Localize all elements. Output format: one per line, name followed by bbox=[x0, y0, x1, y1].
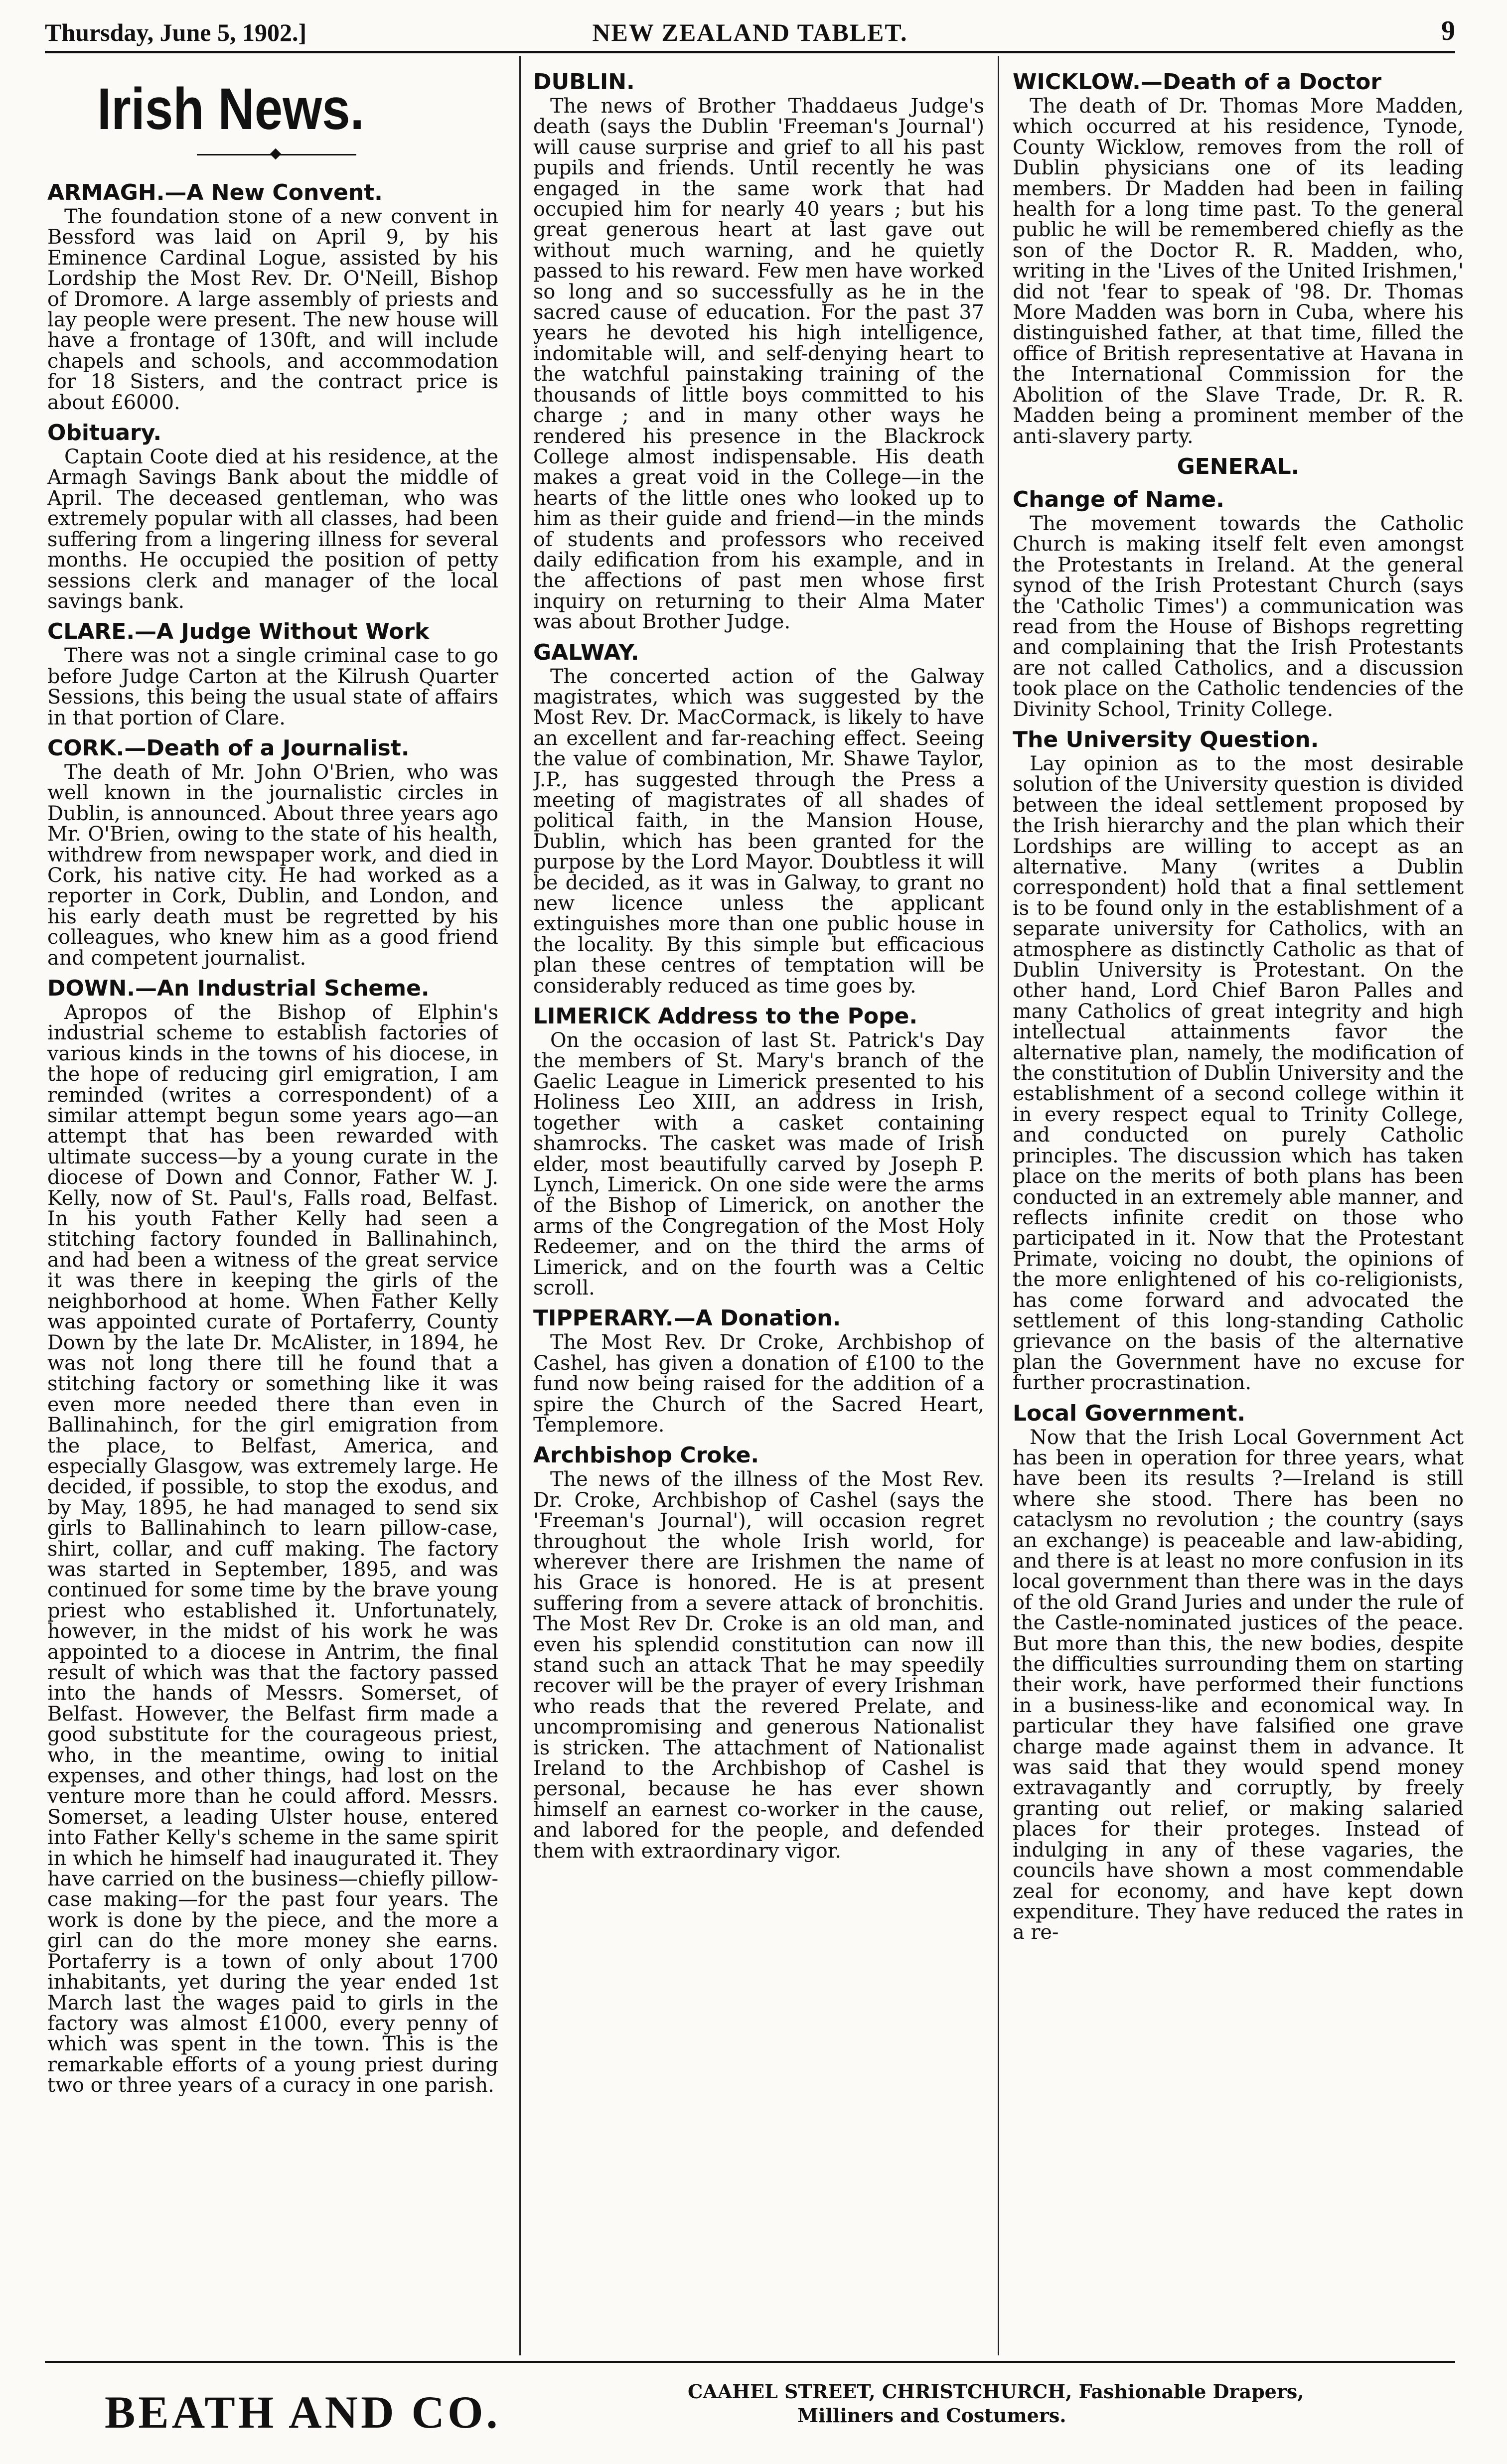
article-paragraph: Now that the Irish Local Government Act has been in operation for three years, what have been its results ?—Ireland is still where she stood. There has been no cataclysm no revolution ; the country (says an exchange) is peaceable and law-abiding, and there is at least no more confusion in its local government than there was in the days of the old Grand Juries and under the rule of the Castle-nominated justices of the peace. But more than this, the new bodies, despite the difficulties surrounding them on starting their work, have performed their functions in a business-like and economical way. In particular they have falsified one grave charge made against them in advance. It was said that they would spend money extravagantly and corruptly, by freely granting out relief, or making salaried places for their proteges. Instead of indulging in any of these vagaries, the councils have shown a most commendable zeal for economy, and have kept down expenditure. They have reduced the rates in a re- bbox=[1013, 1426, 1464, 1944]
article-armagh bbox=[47, 180, 498, 413]
advertisement-name: BEATH AND CO. bbox=[105, 2387, 501, 2438]
article-heading: GALWAY. bbox=[533, 639, 639, 665]
header-title: NEW ZEALAND TABLET. bbox=[592, 18, 908, 46]
article-paragraph: The Most Rev. Dr Croke, Archbishop of Cashel, has given a donation of £100 to the fund now being raised for the addition of a spire the Church of the Sacred Heart, Templemore. bbox=[533, 1331, 984, 1437]
article-local-government bbox=[1013, 1401, 1464, 1943]
article-heading: Archbishop Croke. bbox=[533, 1443, 759, 1468]
header-page-number: 9 bbox=[1441, 15, 1455, 46]
header-date: Thursday, June 5, 1902.] bbox=[45, 18, 307, 46]
article-heading: TIPPERARY.—A Donation. bbox=[533, 1305, 841, 1331]
article-paragraph: Lay opinion as to the most desirable solution of the University question is divided between the ideal settlement proposed by the Irish hierarchy and the plan which their Lordships are willing to accept as an alternative. Many (writes a Dublin correspondent) hold that a final settlement is to be found only in the establishment of a separate university for Catholics, with an atmosphere as distinctly Catholic as that of Dublin University is Protestant. On the other hand, Lord Chief Baron Palles and many Catholics of great integrity and high intellectual attainments favor the alternative plan, namely, the modification of the constitution of Dublin University and the establishment of a second college within it in every respect equal to Trinity College, and conducted on purely Catholic principles. The discussion which has taken place on the merits of both plans has been conducted in an extremely able manner, and reflects infinite credit on those who participated in it. Now that the Protestant Primate, voicing no doubt, the opinions of the more enlightened of his co-religionists, has come forward and advocated the settlement of this long-standing Catholic grievance on the basis of the alternative plan the Government have no excuse for further procrastination. bbox=[1013, 752, 1464, 1395]
article-limerick bbox=[533, 1004, 984, 1299]
column-3 bbox=[1013, 62, 1464, 2354]
title-ornament bbox=[47, 146, 498, 163]
article-paragraph: The news of Brother Thaddaeus Judge's death (says the Dublin 'Freeman's Journal') will cause surprise and grief to all his past pupils and friends. Until recently he was engaged in the same work that had occupied him for nearly 40 years ; but his great generous heart at last gave out without much warning, and he quietly passed to his reward. Few men have worked so long and so successfully as he in the sacred cause of education. For the past 37 years he devoted his high intelligence, indomitable will, and self-denying heart to the watchful painstaking training of the thousands of little boys committed to his charge ; and in many other ways he rendered his presence in the Blackrock College almost indispensable. His death makes a great void in the College—in the hearts of the little ones who looked up to him as their guide and friend—in the minds of students and professors who received daily edification from his example, and in the affections of past men whose first inquiry on returning to their Alma Mater was about Brother Judge. bbox=[533, 95, 984, 634]
article-heading: CLARE.—A Judge Without Work bbox=[47, 619, 430, 645]
article-clare bbox=[47, 619, 498, 728]
section-title: Irish News. bbox=[97, 76, 364, 142]
article-cork bbox=[47, 735, 498, 969]
article-paragraph: The movement towards the Catholic Church is making itself felt even amongst the Protestants in Ireland. At the general synod of the Irish Protestant Church (says the 'Catholic Times') a communication was read from the House of Bishops regretting and complaining that the Irish Protestants are not called Catholics, and a discussion took place on the Catholic tendencies of the Divinity School, Trinity College. bbox=[1013, 512, 1464, 721]
article-down bbox=[47, 976, 498, 2096]
section-heading-general: GENERAL. bbox=[1177, 453, 1300, 479]
article-paragraph: There was not a single criminal case to go before Judge Carton at the Kilrush Quarter Sessions, this being the usual state of affairs in that portion of Clare. bbox=[47, 644, 498, 729]
article-heading: Obituary. bbox=[47, 420, 162, 446]
article-heading: DUBLIN. bbox=[533, 69, 635, 95]
footer-rule bbox=[45, 2361, 1455, 2363]
article-obituary bbox=[47, 420, 498, 612]
article-heading: Change of Name. bbox=[1013, 486, 1224, 512]
article-paragraph: The news of the illness of the Most Rev. Dr. Croke, Archbishop of Cashel (says the 'Freeman's Journal'), will occasion regret throughout the whole Irish world, for wherever there are Irishmen the name of his Grace is honored. He is at present suffering from a severe attack of bronchitis. The Most Rev Dr. Croke is an old man, and even his splendid constitution can now ill stand such an attack That he may speedily recover will be the prayer of every Irishman who reads that the revered Prelate, and uncompromising and generous Nationalist is stricken. The attachment of Nationalist Ireland to the Archbishop of Cashel is personal, because he has ever shown himself an earnest co-worker in the cause, and labored for the people, and defended them with extraordinary vigor. bbox=[533, 1468, 984, 1863]
article-archbishop-croke bbox=[533, 1443, 984, 1862]
article-dublin bbox=[533, 69, 984, 633]
article-heading: The University Question. bbox=[1013, 726, 1319, 752]
advertisement-line-1: CAAHEL STREET, CHRISTCHURCH, Fashionable Drapers, bbox=[688, 2380, 1304, 2403]
article-paragraph: On the occasion of last St. Patrick's Day the members of St. Mary's branch of the Gaelic League in Limerick presented to his Holiness Leo XIII, an address in Irish, together with a casket containing shamrocks. The casket was made of Irish elder, most beautifully carved by Joseph P. Lynch, Limerick. On one side were the arms of the Bishop of Limerick, on another the arms of the Congregation of the Most Holy Redeemer, and on the third the arms of Limerick, and on the fourth was a Celtic scroll. bbox=[533, 1029, 984, 1300]
article-heading: WICKLOW.—Death of a Doctor bbox=[1013, 69, 1382, 95]
article-heading: CORK.—Death of a Journalist. bbox=[47, 735, 410, 761]
article-paragraph: Captain Coote died at his residence, at the Armagh Savings Bank about the middle of April. The deceased gentleman, who was extremely popular with all classes, had been suffering from a lingering illness for several months. He occupied the position of petty sessions clerk and manager of the local savings bank. bbox=[47, 445, 498, 613]
column-1 bbox=[47, 62, 498, 2354]
article-heading: DOWN.—An Industrial Scheme. bbox=[47, 976, 430, 1001]
article-galway bbox=[533, 640, 984, 997]
advertisement-text bbox=[688, 2380, 1385, 2428]
article-change-of-name bbox=[1013, 487, 1464, 720]
diamond-ornament-icon bbox=[270, 148, 282, 160]
page-header bbox=[45, 15, 1455, 51]
column-divider bbox=[998, 56, 999, 2355]
article-university-question bbox=[1013, 727, 1464, 1394]
article-wicklow bbox=[1013, 69, 1464, 447]
article-heading: LIMERICK Address to the Pope. bbox=[533, 1004, 918, 1029]
article-heading: Local Government. bbox=[1013, 1400, 1246, 1426]
article-paragraph: The foundation stone of a new convent in Bessford was laid on April 9, by his Eminence Cardinal Logue, assisted by his Lordship the Most Rev. Dr. O'Neill, Bishop of Dromore. A large assembly of priests and lay people were present. The new house will have a frontage of 130ft, and will include chapels and schools, and accommodation for 18 Sisters, and the contract price is about £6000. bbox=[47, 205, 498, 414]
header-rule bbox=[45, 51, 1455, 53]
column-2 bbox=[533, 62, 984, 2354]
advertisement-line-2: Milliners and Costumers. bbox=[797, 2404, 1066, 2427]
column-divider bbox=[519, 56, 521, 2355]
article-paragraph: Apropos of the Bishop of Elphin's industrial scheme to establish factories of various kinds in the towns of his diocese, in the hope of reducing girl emigration, I am reminded (writes a correspondent) of a similar attempt begun some years ago—an attempt that has been rewarded with ultimate success—by a young curate in the diocese of Down and Connor, Father W. J. Kelly, now of St. Paul's, Falls road, Belfast. In his youth Father Kelly had seen a stitching factory founded in Ballinahinch, and had been a witness of the great service it was there in keeping the girls of the neighborhood at home. When Father Kelly was appointed curate of Portaferry, County Down by the late Dr. McAlister, in 1894, he was not long there till he found that a stitching factory or something like it was even more needed there than even in Ballinahinch, for the girl emigration from the place, to Belfast, America, and especially Glasgow, was extremely large. He decided, if possible, to stop the exodus, and by May, 1895, he had managed to send six girls to Ballinahinch to learn pillow-case, shirt, collar, and cuff making. The factory was started in September, 1895, and was continued for some time by the brave young priest who established it. Unfortunately, however, in the midst of his work he was appointed to a diocese in Antrim, the final result of which was that the factory passed into the hands of Messrs. Somerset, of Belfast. However, the Belfast firm made a good substitute for the courageous priest, who, in the meantime, owing to initial expenses, and other things, had lost on the venture more than he could afford. Messrs. Somerset, a leading Ulster house, entered into Father Kelly's scheme in the same spirit in which he himself had inaugurated it. They have carried on the business—chiefly pillow-case making—for the past four years. The work is done by the piece, and the more a girl can do the more money she earns. Portaferry is a town of only about 1700 inhabitants, yet during the year ended 1st March last the wages paid to girls in the factory was almost £1000, every penny of which was spent in the town. This is the remarkable efforts of a young priest during two or three years of a curacy in one parish. bbox=[47, 1001, 498, 2097]
article-paragraph: The concerted action of the Galway magistrates, which was suggested by the Most Rev. Dr. MacCormack, is likely to have an excellent and far-reaching effect. Seeing the value of combination, Mr. Shawe Taylor, J.P., has suggested through the Press a meeting of magistrates of all shades of political faith, in the Mansion House, Dublin, which has been granted for the purpose by the Lord Mayor. Doubtless it will be decided, as it was in Galway, to grant no new licence unless the applicant extinguishes more than one public house in the locality. By this simple but efficacious plan these centres of temptation will be considerably reduced as time goes by. bbox=[533, 665, 984, 998]
article-heading: ARMAGH.—A New Convent. bbox=[47, 180, 383, 205]
article-paragraph: The death of Dr. Thomas More Madden, which occurred at his residence, Tynode, County Wicklow, removes from the roll of Dublin physicians one of its leading members. Dr Madden had been in failing health for a long time past. To the general public he will be remembered chiefly as the son of the Doctor R. R. Madden, who, writing in the 'Lives of the United Irishmen,' did not 'fear to speak of '98. Dr. Thomas More Madden was born in Cuba, where his distinguished father, at that time, filled the office of British representative at Havana in the International Commission for the Abolition of the Slave Trade, Dr. R. R. Madden being a prominent member of the anti-slavery party. bbox=[1013, 95, 1464, 448]
article-tipperary bbox=[533, 1305, 984, 1436]
article-paragraph: The death of Mr. John O'Brien, who was well known in the journalistic circles in Dublin, is announced. About three years ago Mr. O'Brien, owing to the state of his health, withdrew from newspaper work, and died in Cork, his native city. He had worked as a reporter in Cork, Dublin, and London, and his early death must be regretted by his colleagues, who knew him as a good friend and competent journalist. bbox=[47, 760, 498, 970]
